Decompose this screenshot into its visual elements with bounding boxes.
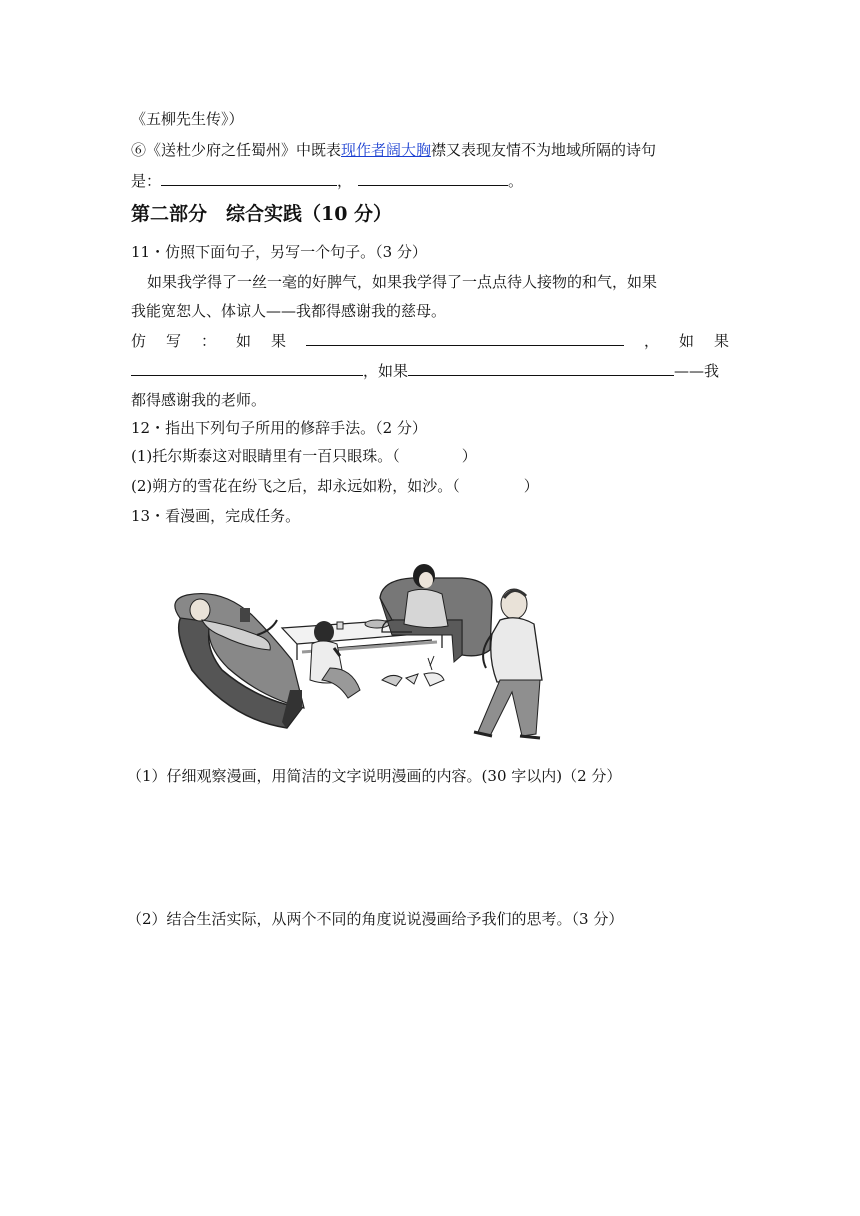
question-13-sub-1: （1）仔细观察漫画，用简洁的文字说明漫画的内容。(30 字以内)（2 分） <box>127 767 622 785</box>
imitate-ending: 都得感谢我的老师。 <box>131 391 267 409</box>
q6-prefix: ⑥《送杜少府之任蜀州》中既表 <box>131 141 342 159</box>
comma: ， <box>337 172 353 190</box>
family-cartoon-illustration <box>162 540 582 745</box>
question-6-answer-line <box>131 170 523 192</box>
question-12-item-2 <box>131 475 539 497</box>
dash-wo: ——我 <box>674 362 720 380</box>
imitate-char: 果 <box>271 332 287 350</box>
period: 。 <box>508 172 524 190</box>
question-6-line <box>131 139 656 161</box>
answer-blank[interactable] <box>131 360 363 376</box>
comma: ， <box>643 332 659 350</box>
close-paren: ） <box>461 447 477 465</box>
answer-blank[interactable] <box>306 330 624 346</box>
sample-sentence-line-1: 如果我学得了一丝一毫的好脾气，如果我学得了一点点待人接物的和气，如果 <box>147 273 658 291</box>
imitate-line-1 <box>131 330 729 352</box>
question-12-prompt: 12・指出下列句子所用的修辞手法。（2 分） <box>131 419 427 437</box>
imitate-char: 仿 <box>131 332 147 350</box>
item-text: (2)朔方的雪花在纷飞之后，却永远如粉，如沙。（ <box>131 477 460 495</box>
question-13-prompt: 13・看漫画，完成任务。 <box>131 507 301 525</box>
q6-suffix: 襟又表现友情不为地域所隔的诗句 <box>431 141 657 159</box>
sample-sentence-line-2: 我能宽恕人、体谅人——我都得感谢我的慈母。 <box>131 302 447 320</box>
q6-link[interactable]: 现作者阔大胸 <box>341 141 432 159</box>
question-12-item-1 <box>131 445 477 467</box>
section-heading: 第二部分 综合实践（10 分） <box>131 203 393 225</box>
item-text: (1)托尔斯泰这对眼睛里有一百只眼珠。（ <box>131 447 400 465</box>
close-paren: ） <box>523 477 539 495</box>
mid-comma: ，如果 <box>363 362 409 380</box>
imitate-char: ： <box>201 332 217 350</box>
q6-answer-prefix: 是： <box>131 172 162 190</box>
source-reference: 《五柳先生传》） <box>131 110 244 128</box>
imitate-char: 如 <box>236 332 252 350</box>
question-13-sub-2: （2）结合生活实际，从两个不同的角度说说漫画给予我们的思考。（3 分） <box>127 910 624 928</box>
answer-blank[interactable] <box>161 170 337 186</box>
ru-guo-word: 如 <box>678 332 694 350</box>
imitate-char: 写 <box>166 332 182 350</box>
answer-blank[interactable] <box>358 170 508 186</box>
ru-guo-word: 果 <box>713 332 729 350</box>
question-11-prompt: 11・仿照下面句子，另写一个句子。（3 分） <box>131 243 427 261</box>
imitate-line-2 <box>131 360 719 382</box>
answer-blank[interactable] <box>408 360 674 376</box>
